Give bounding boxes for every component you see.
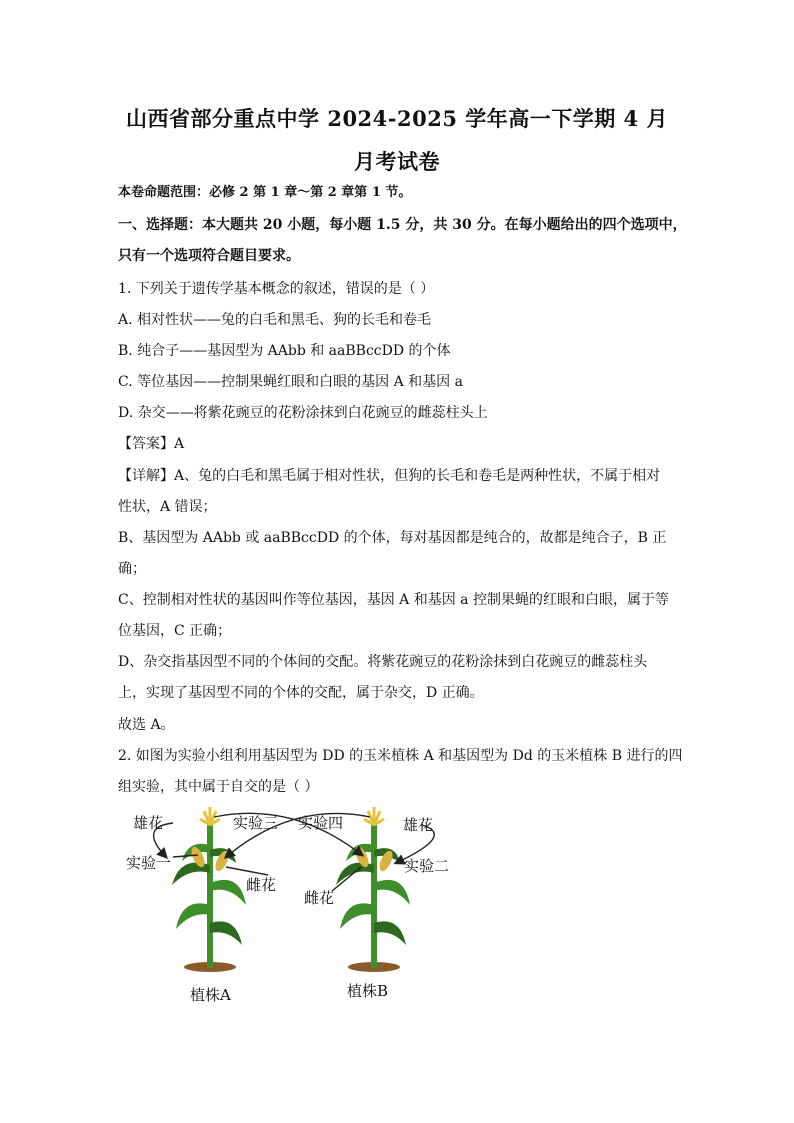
q2-stem-line2: 组实验，其中属于自交的是（ ） <box>118 779 319 795</box>
label-plant-b: 植株B <box>347 982 389 1000</box>
section-heading-line1: 一、选择题：本大题共 20 小题，每小题 1.5 分，共 30 分。在每小题给出的四个选项中， <box>118 217 687 233</box>
q1-explain-line: B、基因型为 AAbb 或 aaBBccDD 的个体，每对基因都是纯合的，故都是纯合子，B 正 <box>118 530 667 546</box>
corn-plant-b-icon <box>336 807 410 972</box>
q1-explain-line: 【详解】A、兔的白毛和黑毛属于相对性状，但狗的长毛和卷毛是两种性状，不属于相对 <box>118 468 661 484</box>
q1-answer: 【答案】A <box>118 436 185 452</box>
label-male-flower-a: 雄花 <box>133 814 164 832</box>
q2-stem-line1: 2. 如图为实验小组利用基因型为 DD 的玉米植株 A 和基因型为 Dd 的玉米植株 B 进行的四 <box>118 748 683 764</box>
label-male-flower-b: 雄花 <box>403 816 434 834</box>
q1-option-b: B. 纯合子——基因型为 AAbb 和 aaBBccDD 的个体 <box>118 343 451 359</box>
scope-note: 本卷命题范围：必修 2 第 1 章～第 2 章第 1 节。 <box>118 185 412 200</box>
label-experiment-1: 实验一 <box>126 854 172 872</box>
label-plant-a: 植株A <box>190 986 231 1004</box>
q1-stem: 1. 下列关于遗传学基本概念的叙述，错误的是（ ） <box>118 281 435 297</box>
section-heading-line2: 只有一个选项符合题目要求。 <box>118 248 300 264</box>
q1-option-c: C. 等位基因——控制果蝇红眼和白眼的基因 A 和基因 a <box>118 374 463 390</box>
q1-conclusion: 故选 A。 <box>118 717 175 733</box>
q1-option-d: D. 杂交——将紫花豌豆的花粉涂抹到白花豌豆的雌蕊柱头上 <box>118 405 488 421</box>
corn-crossing-diagram <box>118 805 478 1005</box>
label-experiment-4: 实验四 <box>298 814 344 832</box>
label-female-flower-b: 雌花 <box>304 889 335 907</box>
q1-explain-line: D、杂交指基因型不同的个体间的交配。将紫花豌豆的花粉涂抹到白花豌豆的雌蕊柱头 <box>118 654 648 670</box>
label-female-flower-a: 雌花 <box>246 876 277 894</box>
q1-explain-line: C、控制相对性状的基因叫作等位基因，基因 A 和基因 a 控制果蝇的红眼和白眼，属于等 <box>118 592 669 608</box>
label-experiment-3: 实验三 <box>233 814 279 832</box>
label-experiment-2: 实验二 <box>404 857 450 875</box>
q1-explain-line: 性状，A 错误； <box>118 499 217 515</box>
q1-explain-line: 位基因，C 正确； <box>118 623 232 639</box>
doc-title-line2: 月考试卷 <box>354 149 440 174</box>
q1-explain-line: 上，实现了基因型不同的个体的交配，属于杂交，D 正确。 <box>118 685 484 701</box>
doc-title-line1: 山西省部分重点中学 2024-2025 学年高一下学期 4 月 <box>126 106 668 131</box>
q1-explain-line: 确； <box>118 561 146 577</box>
q1-option-a: A. 相对性状——兔的白毛和黑毛、狗的长毛和卷毛 <box>118 312 432 328</box>
